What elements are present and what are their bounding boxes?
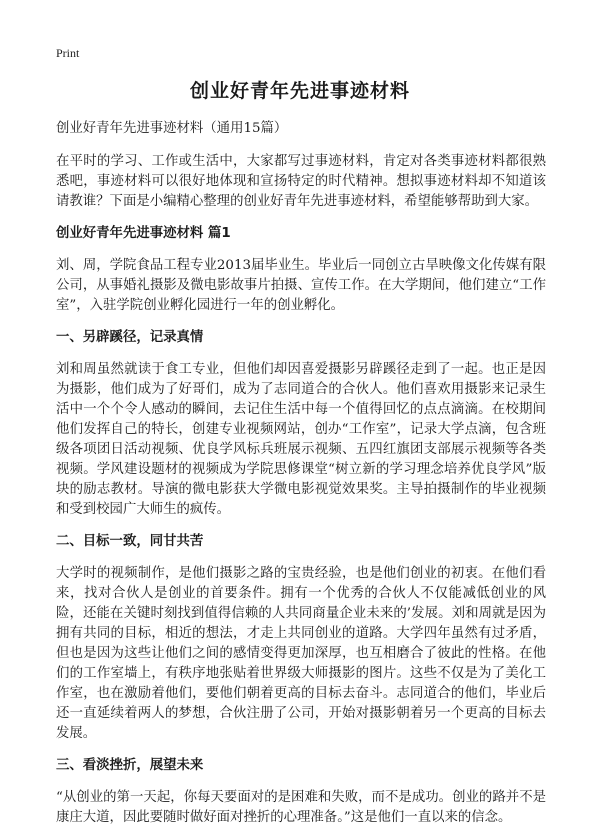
article-heading: 创业好青年先进事迹材料 篇1	[56, 226, 231, 241]
page-title: 创业好青年先进事迹材料	[189, 80, 410, 102]
article-body	[56, 119, 546, 840]
section-paragraph-2: 大学时的视频制作，是他们摄影之路的宝贵经验，也是他们创业的初衷。在他们看来，找对合伙人是创业的首要条件。拥有一个优秀的合伙人不仅能减低创业的风险，还能在关键时刻找到值得信赖的人共同商量企业未来的’发展。刘和周就是因为拥有共同的目标，相近的想法，才走上共同创业的道路。大学四年虽然有过矛盾，但也是因为这些让他们之间的感情变得更加深厚，也互相磨合了彼此的性格。在他们的工作室墙上，有秩序地张贴着世界级大师摄影的图片。这些不仅是为了美化工作室，也在激励着他们，要他们朝着更高的目标去奋斗。志同道合的他们，毕业后还一直延续着两人的梦想，合伙注册了公司，开始对摄影朝着另一个更高的目标去发展。	[56, 566, 546, 741]
section-heading-1: 一、另辟蹊径，记录真情	[56, 330, 204, 345]
section-heading-3: 三、看淡挫折，展望未来	[56, 758, 204, 773]
intro-paragraph: 在平时的学习、工作或生活中，大家都写过事迹材料，肯定对各类事迹材料都很熟悉吧，事迹材料可以很好地体现和宣扬特定的时代精神。想拟事迹材料却不知道该请教谁？下面是小编精心整理的创业好青年先进事迹材料，希望能够帮助到大家。	[56, 154, 546, 209]
section-paragraph-1: 刘和周虽然就读于食工专业，但他们却因喜爱摄影另辟蹊径走到了一起。也正是因为摄影，他们成为了好哥们，成为了志同道合的合伙人。他们喜欢用摄影来记录生活中一个个令人感动的瞬间，去记住生活中每一个值得回忆的点点滴滴。在校期间他们发挥自己的特长，创建专业视频网站，创办“工作室”，记录大学点滴，包含班级各项团日活动视频、优良学风标兵班展示视频、五四红旗团支部展示视频等各类视频。学风建设题材的视频成为学院思修课堂“树立新的学习理念培养优良学风”版块的励志教材。导演的微电影获大学微电影视觉效果奖。主导拍摄制作的毕业视频和受到校园广大师生的疯传。	[56, 362, 546, 517]
article-intro-paragraph: 刘、周，学院食品工程专业2013届毕业生。毕业后一同创立古旱映像文化传媒有限公司，从事婚礼摄影及微电影故事片拍摄、宣传工作。在大学期间，他们建立“工作室”，入驻学院创业孵化园进行一年的创业孵化。	[56, 258, 546, 313]
section-heading-2: 二、目标一致，同甘共苦	[56, 534, 204, 549]
article-subtitle: 创业好青年先进事迹材料（通用15篇）	[56, 121, 288, 136]
section-paragraph-3: “从创业的第一天起，你每天要面对的是困难和失败，而不是成功。创业的路并不是康庄大道，因此要随时做好面对挫折的心理准备。”这是他们一直以来的信念。	[56, 790, 546, 825]
print-link[interactable]: Print	[56, 46, 80, 60]
